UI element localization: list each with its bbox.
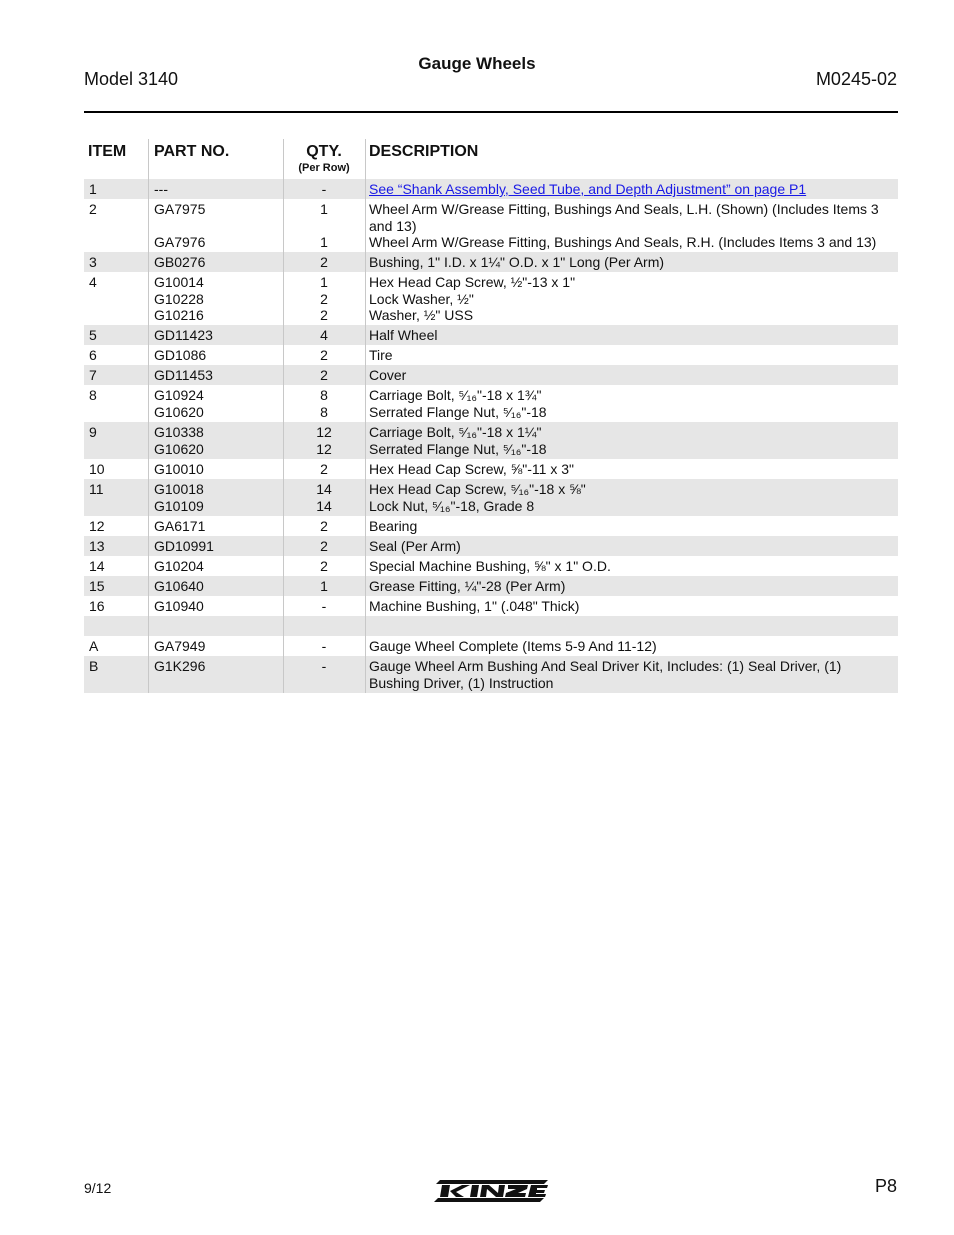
column-divider — [283, 252, 284, 272]
description: Machine Bushing, 1" (.048" Thick) — [369, 598, 580, 614]
column-divider — [365, 252, 366, 272]
header-rule — [84, 111, 898, 113]
part-number: GB0276 — [154, 254, 206, 270]
part-number-cell — [154, 347, 282, 364]
quantity: 2 — [320, 307, 328, 323]
column-divider — [365, 556, 366, 576]
quantity-cell — [284, 274, 364, 324]
table-row — [84, 385, 898, 422]
document-number: M0245-02 — [815, 69, 897, 89]
quantity-cell — [284, 578, 364, 595]
column-divider — [365, 365, 366, 385]
part-number: GA7976 — [154, 234, 206, 250]
description[interactable]: See “Shank Assembly, Seed Tube, and Depth Adjustment” on page P1 — [369, 181, 807, 197]
part-number: G10620 — [154, 440, 204, 457]
quantity-cell — [284, 461, 364, 478]
quantity: 2 — [320, 347, 328, 363]
description: Bearing — [369, 518, 418, 534]
description: Gauge Wheel Complete (Items 5-9 And 11-12) — [369, 638, 657, 654]
column-divider — [365, 656, 366, 693]
table-row — [84, 179, 898, 199]
description: Washer, ½" USS — [369, 307, 474, 323]
quantity-cell — [284, 598, 364, 615]
part-number: G10940 — [154, 598, 204, 614]
quantity: - — [321, 658, 327, 674]
quantity: 1 — [320, 578, 328, 594]
description-cell — [369, 618, 894, 635]
part-number-cell — [154, 367, 282, 384]
quantity-cell — [284, 254, 364, 271]
column-divider — [148, 516, 149, 536]
table-row — [84, 479, 898, 516]
table-row — [84, 616, 898, 636]
part-number-cell — [154, 598, 282, 615]
column-divider — [365, 479, 366, 516]
quantity-cell — [284, 658, 364, 675]
column-divider — [148, 422, 149, 459]
quantity: 8 — [320, 387, 328, 403]
column-divider — [148, 459, 149, 479]
column-divider — [283, 516, 284, 536]
part-number: G10620 — [154, 403, 204, 420]
table-row — [84, 252, 898, 272]
part-number: GA7975 — [154, 201, 206, 217]
part-number — [154, 218, 282, 235]
column-divider — [148, 656, 149, 693]
description-cell — [369, 424, 894, 457]
column-divider — [283, 536, 284, 556]
column-divider — [148, 596, 149, 616]
item-number: 10 — [89, 461, 105, 477]
part-number-cell — [154, 538, 282, 555]
column-divider — [283, 459, 284, 479]
column-divider — [148, 272, 149, 325]
quantity-cell — [284, 201, 364, 251]
part-number: G10640 — [154, 578, 204, 594]
description-cell — [369, 578, 894, 595]
page-number: P8 — [874, 1176, 897, 1196]
description-cell — [369, 538, 894, 555]
quantity — [284, 218, 364, 235]
description: Cover — [369, 367, 407, 383]
part-number-cell — [154, 578, 282, 595]
quantity-cell — [284, 181, 364, 198]
part-number: G10216 — [154, 307, 204, 323]
part-number-cell — [154, 274, 282, 324]
description: Bushing, 1" I.D. x 1¼" O.D. x 1" Long (Per Arm) — [369, 254, 665, 270]
column-divider — [148, 636, 149, 656]
description: Special Machine Bushing, ⅝" x 1" O.D. — [369, 558, 611, 574]
quantity-cell — [284, 424, 364, 457]
description-cell — [369, 347, 894, 364]
description-cell — [369, 658, 894, 691]
column-divider — [365, 616, 366, 636]
part-number-cell — [154, 327, 282, 344]
quantity: - — [321, 598, 327, 614]
column-divider — [365, 272, 366, 325]
column-divider — [283, 422, 284, 459]
part-number: --- — [154, 181, 168, 197]
quantity — [284, 618, 364, 635]
quantity: 2 — [320, 518, 328, 534]
quantity: 2 — [320, 558, 328, 574]
part-number-cell — [154, 254, 282, 271]
table-row — [84, 365, 898, 385]
description: Gauge Wheel Arm Bushing And Seal Driver Kit, Includes: (1) Seal Driver, (1) — [369, 658, 842, 674]
description — [369, 618, 894, 635]
part-number: GD11423 — [154, 327, 213, 343]
column-divider — [283, 365, 284, 385]
item-number: B — [89, 658, 99, 674]
description: Wheel Arm W/Grease Fitting, Bushings And Seals, L.H. (Shown) (Includes Items 3 — [369, 201, 879, 217]
description: Hex Head Cap Screw, ⅝"-11 x 3" — [369, 461, 574, 477]
part-number-cell — [154, 518, 282, 535]
column-divider — [365, 385, 366, 422]
column-divider — [148, 365, 149, 385]
page-title: Gauge Wheels — [418, 54, 536, 73]
column-divider — [365, 459, 366, 479]
description: Carriage Bolt, ⁵⁄₁₆"-18 x 1¼" — [369, 424, 542, 440]
table-row — [84, 516, 898, 536]
column-divider — [283, 479, 284, 516]
quantity-cell — [284, 638, 364, 655]
part-number: GA6171 — [154, 518, 206, 534]
description-cell — [369, 481, 894, 514]
description-cell — [369, 638, 894, 655]
description-cell — [369, 558, 894, 575]
part-number-cell — [154, 638, 282, 655]
column-divider — [148, 556, 149, 576]
quantity: 2 — [320, 254, 328, 270]
description: and 13) — [369, 217, 417, 234]
column-divider — [148, 199, 149, 252]
part-number: G10204 — [154, 558, 204, 574]
table-row — [84, 556, 898, 576]
quantity: 2 — [320, 538, 328, 554]
quantity: 14 — [316, 481, 332, 497]
part-number-cell — [154, 481, 282, 514]
column-header-description: DESCRIPTION — [369, 143, 479, 160]
description-cell — [369, 367, 894, 384]
quantity: - — [321, 181, 327, 197]
column-divider — [365, 636, 366, 656]
description-cell — [369, 518, 894, 535]
column-divider — [283, 179, 284, 199]
column-divider — [365, 179, 366, 199]
item-number: 1 — [89, 181, 97, 197]
column-divider — [283, 596, 284, 616]
description-cell — [369, 327, 894, 344]
column-divider — [365, 139, 366, 179]
part-number-cell — [154, 201, 282, 251]
table-row — [84, 459, 898, 479]
quantity: - — [321, 638, 327, 654]
description: Bushing Driver, (1) Instruction — [369, 674, 554, 691]
column-divider — [148, 536, 149, 556]
description: Tire — [369, 347, 393, 363]
part-number-cell — [154, 424, 282, 457]
quantity: 2 — [320, 461, 328, 477]
column-divider — [148, 252, 149, 272]
description: Seal (Per Arm) — [369, 538, 461, 554]
quantity-cell — [284, 387, 364, 420]
description-cell — [369, 598, 894, 615]
column-divider — [283, 656, 284, 693]
column-divider — [283, 345, 284, 365]
table-row — [84, 576, 898, 596]
item-number: 3 — [89, 254, 97, 270]
quantity: 4 — [320, 327, 328, 343]
kinze-logo — [432, 1176, 550, 1204]
quantity-cell — [284, 367, 364, 384]
column-divider — [365, 345, 366, 365]
description: Hex Head Cap Screw, ½"-13 x 1" — [369, 274, 576, 290]
part-number: GA7949 — [154, 638, 206, 654]
item-number: 4 — [89, 274, 97, 290]
column-divider — [283, 636, 284, 656]
description: Hex Head Cap Screw, ⁵⁄₁₆"-18 x ⅝" — [369, 481, 586, 497]
part-number: G10228 — [154, 290, 204, 307]
table-row — [84, 345, 898, 365]
item-number: 5 — [89, 327, 97, 343]
part-number: GD1086 — [154, 347, 207, 363]
item-number: 13 — [89, 538, 105, 554]
column-divider — [148, 179, 149, 199]
item-number: 9 — [89, 424, 97, 440]
model-label: Model 3140 — [84, 69, 179, 89]
column-divider — [365, 536, 366, 556]
quantity-cell — [284, 618, 364, 635]
column-divider — [148, 325, 149, 345]
part-number: GD11453 — [154, 367, 213, 383]
quantity-cell — [284, 538, 364, 555]
quantity-cell — [284, 327, 364, 344]
quantity: 1 — [320, 234, 328, 250]
item-number: 14 — [89, 558, 105, 574]
column-divider — [148, 616, 149, 636]
description: Half Wheel — [369, 327, 438, 343]
item-number: 6 — [89, 347, 97, 363]
part-number-cell — [154, 618, 282, 635]
table-row — [84, 636, 898, 656]
description: Serrated Flange Nut, ⁵⁄₁₆"-18 — [369, 440, 547, 457]
table-row — [84, 656, 898, 693]
column-divider — [283, 272, 284, 325]
footer-date: 9/12 — [84, 1180, 112, 1196]
column-divider — [283, 325, 284, 345]
column-header-qty — [284, 143, 364, 183]
description-cell — [369, 387, 894, 420]
column-divider — [283, 616, 284, 636]
table-row — [84, 325, 898, 345]
item-number: 11 — [89, 481, 104, 497]
column-divider — [148, 139, 149, 179]
table-row — [84, 596, 898, 616]
description-cell — [369, 254, 894, 271]
column-divider — [283, 139, 284, 179]
item-number: 15 — [89, 578, 105, 594]
description-cell — [369, 274, 894, 324]
part-number: GD10991 — [154, 538, 214, 554]
column-header-qty-label: QTY. — [306, 143, 342, 160]
item-number: 7 — [89, 367, 97, 383]
column-header-part: PART NO. — [154, 143, 230, 160]
part-number: G10109 — [154, 497, 204, 514]
kinze-logo-mark — [432, 1176, 550, 1204]
column-divider — [365, 199, 366, 252]
table-header — [84, 139, 898, 179]
column-divider — [148, 576, 149, 596]
part-number: G10924 — [154, 387, 204, 403]
column-header-item: ITEM — [88, 143, 127, 160]
item-number: 16 — [89, 598, 105, 614]
column-header-qty-sub: (Per Row) — [298, 162, 350, 174]
part-number: G10010 — [154, 461, 204, 477]
description: Lock Washer, ½" — [369, 290, 474, 307]
description: Lock Nut, ⁵⁄₁₆"-18, Grade 8 — [369, 497, 535, 514]
column-divider — [365, 596, 366, 616]
quantity: 2 — [320, 290, 328, 307]
part-number-cell — [154, 558, 282, 575]
part-number: G10018 — [154, 481, 204, 497]
description: Grease Fitting, ¼"-28 (Per Arm) — [369, 578, 566, 594]
item-number: 2 — [89, 201, 97, 217]
description-cell — [369, 181, 894, 198]
part-number-cell — [154, 387, 282, 420]
part-number-cell — [154, 181, 282, 198]
quantity: 1 — [320, 201, 328, 217]
description: Wheel Arm W/Grease Fitting, Bushings And Seals, R.H. (Includes Items 3 and 13) — [369, 234, 877, 250]
column-divider — [365, 325, 366, 345]
table-row — [84, 536, 898, 556]
table-row — [84, 422, 898, 459]
description-cell — [369, 461, 894, 478]
quantity: 8 — [320, 403, 328, 420]
description: Serrated Flange Nut, ⁵⁄₁₆"-18 — [369, 403, 547, 420]
description: Carriage Bolt, ⁵⁄₁₆"-18 x 1¾" — [369, 387, 542, 403]
column-divider — [365, 422, 366, 459]
table-row — [84, 272, 898, 325]
quantity: 1 — [320, 274, 328, 290]
table-row — [84, 199, 898, 252]
item-number: A — [89, 638, 99, 654]
quantity-cell — [284, 558, 364, 575]
quantity: 14 — [316, 497, 332, 514]
quantity: 12 — [316, 440, 332, 457]
column-divider — [148, 385, 149, 422]
column-divider — [365, 576, 366, 596]
quantity: 12 — [316, 424, 332, 440]
quantity: 2 — [320, 367, 328, 383]
part-number: G1K296 — [154, 658, 206, 674]
part-number: G10338 — [154, 424, 204, 440]
column-divider — [283, 199, 284, 252]
quantity-cell — [284, 481, 364, 514]
column-divider — [283, 556, 284, 576]
column-divider — [148, 345, 149, 365]
item-number: 12 — [89, 518, 105, 534]
part-number-cell — [154, 658, 282, 675]
column-divider — [283, 385, 284, 422]
quantity-cell — [284, 347, 364, 364]
item-number: 8 — [89, 387, 97, 403]
column-divider — [365, 516, 366, 536]
part-number: G10014 — [154, 274, 204, 290]
quantity-cell — [284, 518, 364, 535]
column-divider — [148, 479, 149, 516]
part-number — [154, 618, 282, 635]
description-cell — [369, 201, 894, 251]
column-divider — [283, 576, 284, 596]
part-number-cell — [154, 461, 282, 478]
